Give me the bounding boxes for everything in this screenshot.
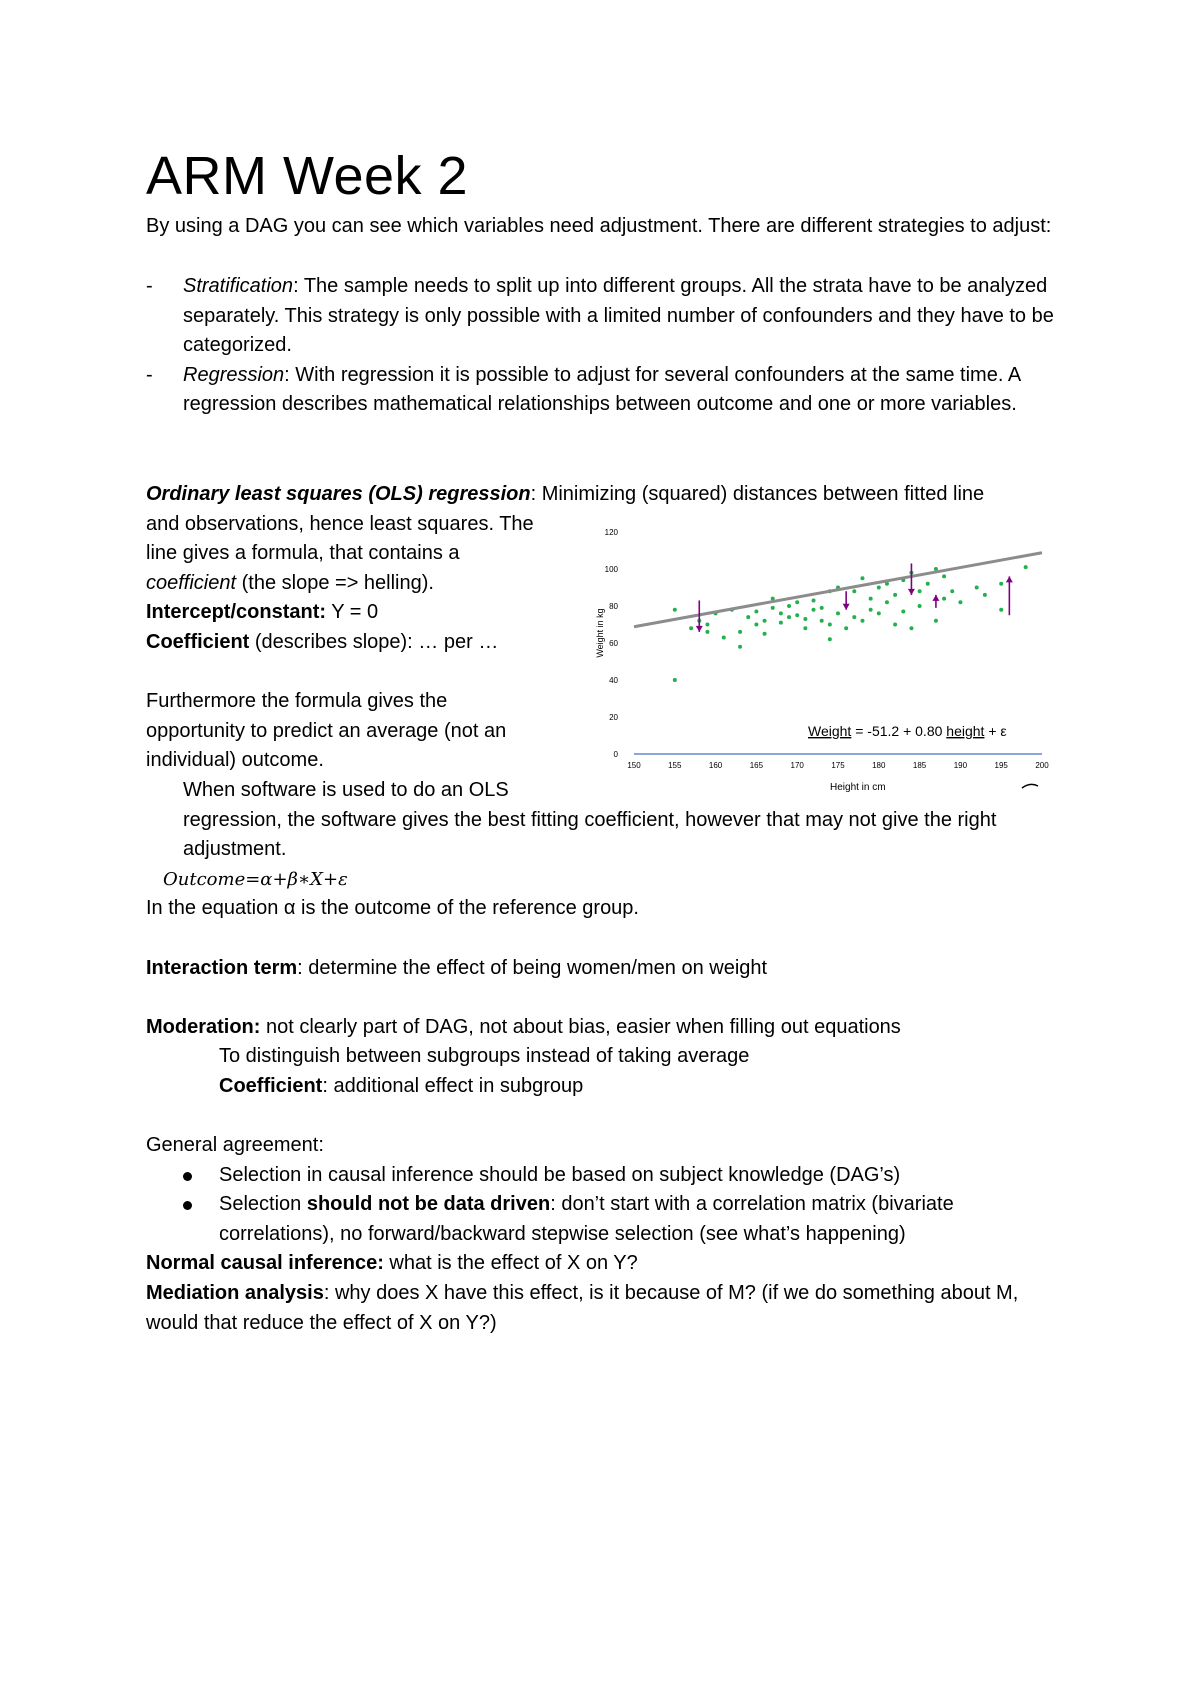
data-point [918,604,922,608]
data-point [942,597,946,601]
data-point [885,600,889,604]
data-point [852,589,856,593]
x-tick-label: 190 [953,761,968,770]
data-point [909,626,913,630]
normal-inference-term: Normal causal inference: [146,1252,384,1275]
data-point [893,623,897,627]
data-point [795,600,799,604]
agreement-item [146,1161,1066,1191]
data-point [926,582,930,586]
data-point [852,615,856,619]
equation-mid: = -51.2 + 0.80 [851,723,947,739]
y-tick-label: 80 [609,602,618,611]
moderation-sub-2 [146,1072,1066,1102]
y-tick-label: 20 [609,713,618,722]
data-point [877,586,881,590]
regression-scatter-plot [590,518,1050,798]
data-point [983,593,987,597]
outcome-formula: Outcome=α+β∗X+ε [163,868,348,890]
data-point [754,610,758,614]
furthermore-line-3: individual) outcome. [146,749,324,772]
data-point [803,626,807,630]
intercept-text: Y = 0 [326,601,379,624]
mediation-term: Mediation analysis [146,1282,324,1305]
data-point [673,678,677,682]
data-point [844,626,848,630]
agreement-item [146,1190,1066,1249]
data-point [934,619,938,623]
agreement-text: : don’t start with a correlation matrix (bivariate correlations), no forward/backward stepwise selection (see what’s happening) [219,1193,954,1245]
dash-marker: - [146,363,153,386]
arrowhead-icon [1006,576,1013,582]
x-tick-label: 165 [749,761,764,770]
coefficient-term: coefficient [146,571,237,594]
moderation-term: Moderation: [146,1015,261,1038]
arrowhead-icon [696,626,703,632]
data-point [746,615,750,619]
blank-line [146,924,1066,954]
ols-text: : Minimizing (squared) distances between fitted line [530,483,985,505]
alpha-line: In the equation α is the outcome of the reference group. [146,897,639,920]
y-tick-label: 0 [613,750,618,759]
agreement-bold: should not be data driven [306,1193,551,1216]
strategy-term: Regression [183,363,285,386]
data-point [877,611,881,615]
data-point [918,589,922,593]
mediation-text: : why does X have this effect, is it because of M? (if we do something about M, would that reduce the effect of X on Y?) [146,1282,1019,1334]
moderation-sub-1: To distinguish between subgroups instead of taking average [219,1045,750,1068]
arrowhead-icon [932,595,939,601]
x-axis-label: Height in cm [830,782,886,793]
blank-line [146,983,1066,1013]
data-point [787,604,791,608]
x-tick-label: 180 [872,761,886,770]
data-point [738,645,742,649]
equation-height: height [946,723,985,739]
strategy-text: : The sample needs to split up into different groups. All the strata have to be analyzed separately. This strategy is only possible with a limited number of confounders and they have to be categorized. [183,275,1054,357]
x-tick-label: 200 [1035,761,1049,770]
corner-mark-icon [1022,784,1038,788]
moderation-text: not clearly part of DAG, not about bias, easier when filling out equations [260,1015,901,1038]
ols-text: (the slope => helling). [236,571,434,594]
coefficient-text: (describes slope): … per … [249,630,499,653]
data-point [901,610,905,614]
data-point [828,623,832,627]
scatter-points [673,565,1028,682]
data-point [999,608,1003,612]
data-point [705,630,709,634]
strategy-item-regression [146,361,1066,420]
interaction-line [146,954,1066,984]
data-point [763,619,767,623]
mediation-line [146,1279,1066,1338]
data-point [787,615,791,619]
agreement-text: Selection in causal inference should be based on subject knowledge (DAG’s) [219,1163,901,1186]
agreement-text: Selection [219,1193,307,1216]
data-point [673,608,677,612]
data-point [869,608,873,612]
coefficient-label: Coefficient [146,630,250,653]
regression-equation [808,723,1007,739]
arrowhead-icon [843,604,850,610]
moderation-line [146,1013,1066,1043]
x-tick-label: 150 [627,761,641,770]
strategy-text: : With regression it is possible to adjust for several confounders at the same time. A regression describes mathematical relationships between outcome and one or more variables. [183,363,1021,416]
page-title: ARM Week 2 [146,146,469,206]
data-point [820,619,824,623]
x-axis-ticks [627,761,1049,770]
intro-block [146,212,1066,242]
strategy-item-stratification [146,272,1066,361]
data-point [950,589,954,593]
data-point [803,617,807,621]
data-point [689,626,693,630]
data-point [828,637,832,641]
ols-term: Ordinary least squares (OLS) regression [146,483,531,505]
data-point [705,623,709,627]
blank-line [146,1101,1066,1131]
data-point [860,619,864,623]
ols-line-1 [146,480,1066,510]
equation-tail: + ε [984,723,1007,739]
data-point [738,630,742,634]
ols-line-3: line gives a formula, that contains a [146,542,460,565]
bullet-icon [183,1201,192,1210]
intro-paragraph: By using a DAG you can see which variables need adjustment. There are different strategies to adjust: [146,215,1052,237]
regression-chart [590,518,1050,798]
moderation-coef-text: : additional effect in subgroup [322,1074,584,1097]
x-tick-label: 155 [668,761,682,770]
y-tick-label: 100 [604,565,618,574]
y-tick-label: 60 [609,639,618,648]
interaction-term: Interaction term [146,956,298,979]
intercept-label: Intercept/constant: [146,601,327,624]
arrowhead-icon [908,589,915,595]
y-tick-label: 40 [609,676,618,685]
normal-inference-text: what is the effect of X on Y? [383,1252,638,1275]
bullet-icon [183,1172,192,1181]
data-point [812,598,816,602]
moderation-coef-term: Coefficient [219,1074,323,1097]
data-point [942,574,946,578]
strategy-list [146,272,1066,420]
data-point [754,623,758,627]
equation-weight: Weight [808,723,852,739]
dash-marker: - [146,275,153,297]
x-tick-label: 185 [912,761,927,770]
furthermore-line-2: opportunity to predict an average (not an [146,719,507,742]
y-axis-label: Weight in kg [595,608,605,658]
data-point [722,635,726,639]
x-tick-label: 175 [831,761,845,770]
data-point [999,582,1003,586]
software-line-1: When software is used to do an OLS [183,778,509,801]
data-point [812,608,816,612]
data-point [860,576,864,580]
data-point [958,600,962,604]
data-point [1024,565,1028,569]
formula [146,865,1066,895]
data-point [869,597,873,601]
data-point [820,606,824,610]
residual-arrows [696,563,1013,631]
software-paragraph: regression, the software gives the best fitting coefficient, however that may not give the right adjustment. [183,808,997,861]
normal-inference-line [146,1249,1066,1279]
data-point [779,621,783,625]
data-point [763,632,767,636]
x-tick-label: 170 [790,761,804,770]
interaction-text: : determine the effect of being women/men on weight [297,956,768,979]
data-point [893,593,897,597]
fitted-regression-line [634,553,1042,627]
y-tick-label: 120 [604,528,618,537]
agreement-heading: General agreement: [146,1134,324,1157]
strategy-term: Stratification [183,275,294,297]
data-point [975,586,979,590]
data-point [836,611,840,615]
ols-line-2: and observations, hence least squares. The [146,512,534,535]
x-tick-label: 160 [708,761,723,770]
x-tick-label: 195 [994,761,1008,770]
data-point [795,613,799,617]
furthermore-line-1: Furthermore the formula gives the [146,690,448,713]
data-point [779,611,783,615]
data-point [771,606,775,610]
y-axis-ticks [605,528,619,759]
